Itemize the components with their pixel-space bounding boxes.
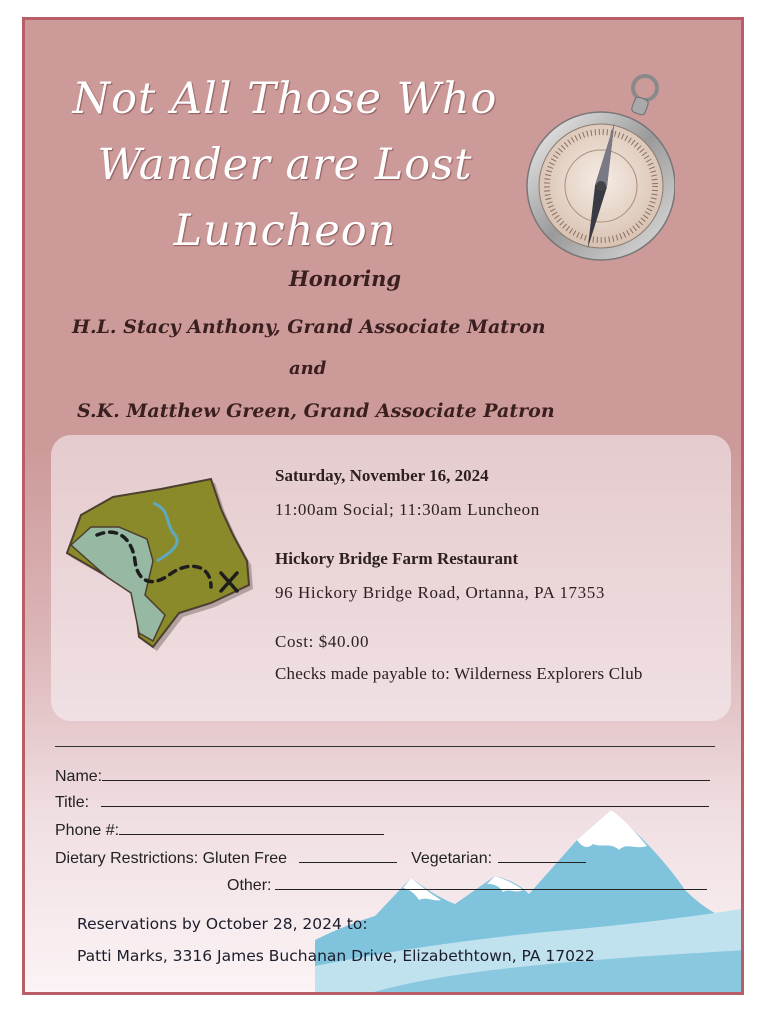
honoree-patron: S.K. Matthew Green, Grand Associate Patron (77, 400, 555, 422)
phone-field[interactable] (55, 819, 384, 841)
venue-name: Hickory Bridge Farm Restaurant (275, 549, 519, 568)
reservation-contact: Patti Marks, 3316 James Buchanan Drive, Elizabethtown, PA 17022 (77, 947, 595, 965)
honoree-matron: H.L. Stacy Anthony, Grand Associate Matron (72, 316, 546, 338)
honoring-heading: Honoring (288, 266, 402, 291)
event-date: Saturday, November 16, 2024 (275, 466, 489, 485)
other-blank[interactable] (275, 874, 707, 890)
reservation-deadline: Reservations by October 28, 2024 to: (77, 915, 368, 933)
event-cost: Cost: $40.00 (275, 632, 370, 651)
event-title (65, 66, 505, 264)
title-line-1: Not All Those Who (72, 74, 498, 124)
compass-icon (525, 60, 675, 280)
other-label: Other: (227, 877, 272, 894)
name-label: Name: (55, 768, 103, 785)
dietary-field[interactable] (55, 847, 586, 869)
vegetarian-label: Vegetarian: (411, 850, 493, 867)
venue-address: 96 Hickory Bridge Road, Ortanna, PA 17353 (275, 583, 605, 602)
title-label: Title: (55, 794, 90, 811)
gluten-free-blank[interactable] (299, 847, 397, 863)
separator-line (55, 746, 715, 747)
title-line-3: Luncheon (173, 206, 397, 256)
invitation-flyer (22, 17, 744, 995)
event-time: 11:00am Social; 11:30am Luncheon (275, 500, 540, 519)
other-field[interactable] (227, 874, 707, 896)
title-line-2: Wander are Lost (97, 140, 473, 190)
phone-label: Phone #: (55, 822, 120, 839)
payment-note: Checks made payable to: Wilderness Explorers Club (275, 664, 643, 683)
treasure-map-icon (61, 465, 261, 655)
dietary-label: Dietary Restrictions: Gluten Free (55, 850, 288, 867)
title-field[interactable] (55, 791, 709, 813)
conjunction-and: and (289, 358, 327, 379)
name-field[interactable] (55, 765, 710, 787)
phone-blank[interactable] (119, 819, 384, 835)
title-blank[interactable] (101, 791, 709, 807)
vegetarian-blank[interactable] (498, 847, 586, 863)
name-blank[interactable] (102, 765, 710, 781)
